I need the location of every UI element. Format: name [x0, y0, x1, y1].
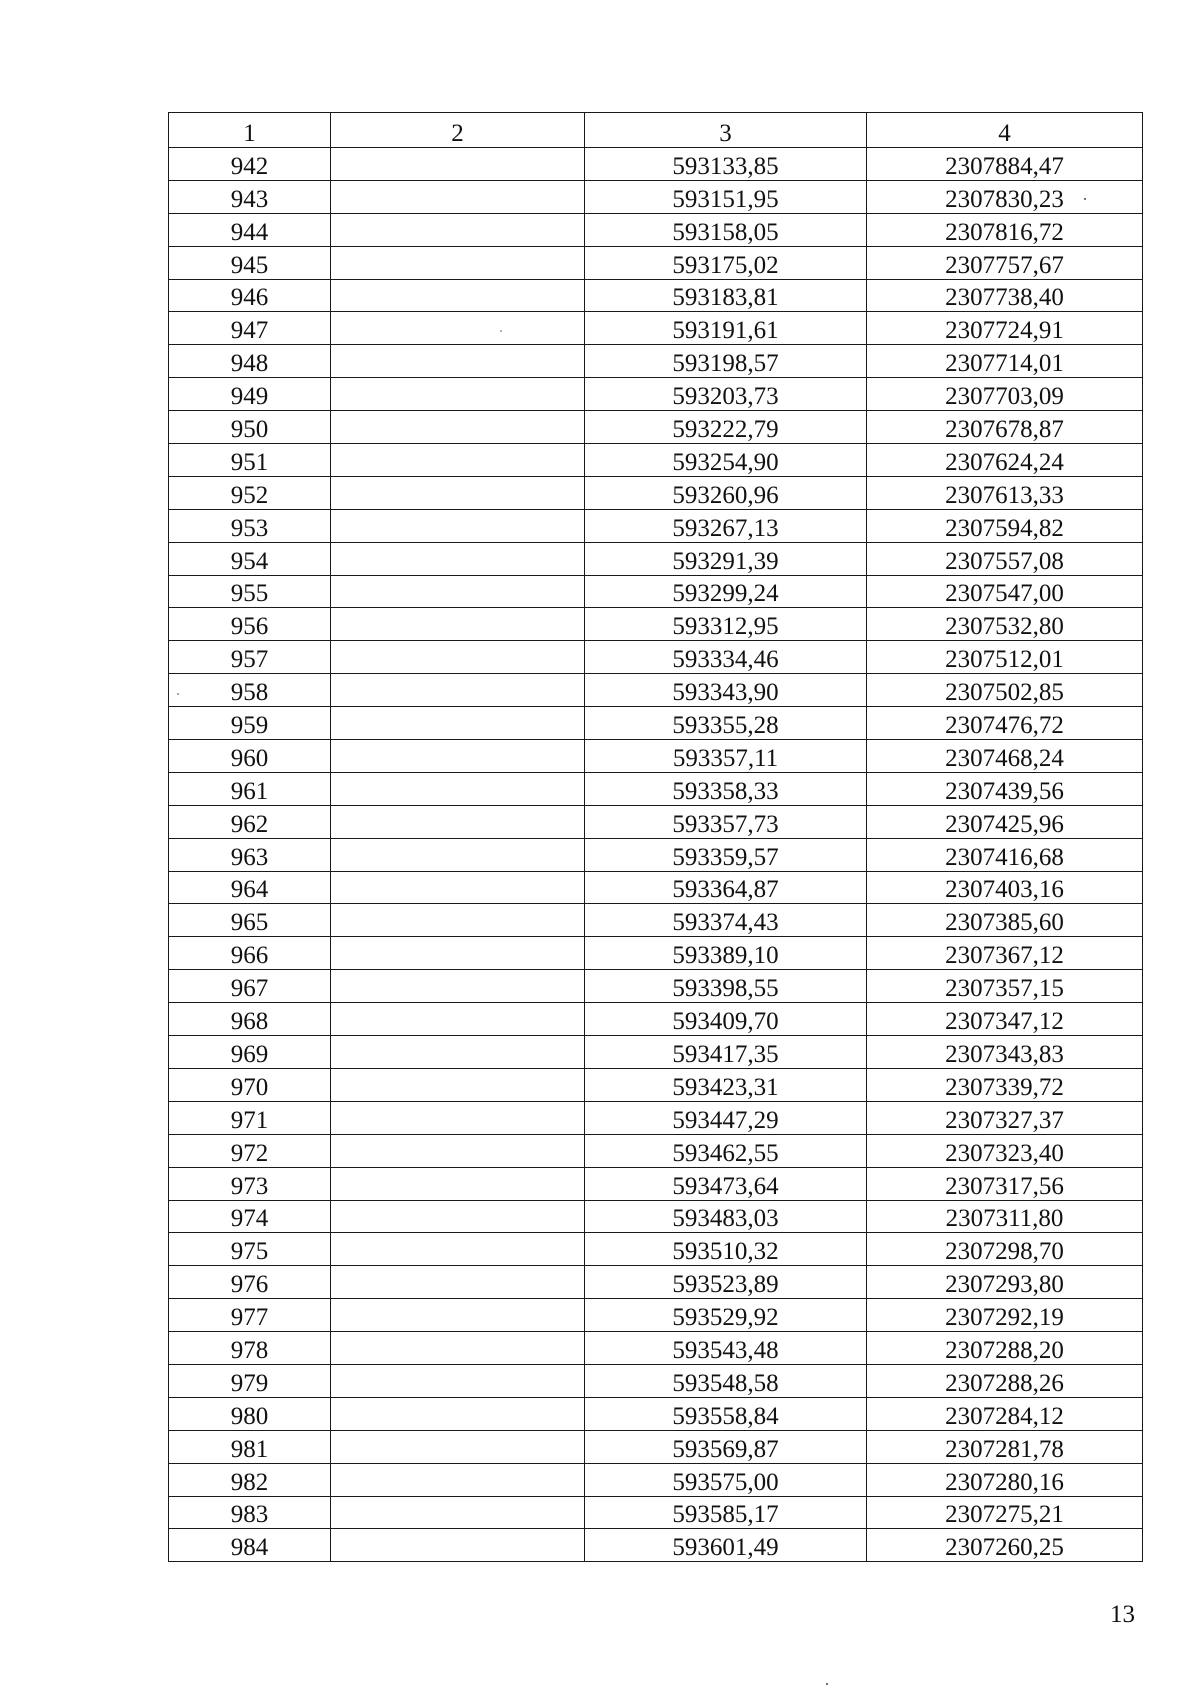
- cell-y-coordinate: 2307275,21: [867, 1496, 1143, 1529]
- cell-col2: [331, 1529, 585, 1562]
- cell-point-number: 962: [169, 805, 331, 838]
- table-row: [169, 444, 1143, 477]
- cell-x-coordinate: 593364,87: [585, 871, 867, 904]
- cell-x-coordinate: 593423,31: [585, 1068, 867, 1101]
- cell-col2: [331, 1299, 585, 1332]
- cell-point-number: 950: [169, 411, 331, 444]
- cell-point-number: 957: [169, 641, 331, 674]
- cell-x-coordinate: 593343,90: [585, 674, 867, 707]
- table-row: [169, 476, 1143, 509]
- table-row: [169, 1200, 1143, 1233]
- cell-col2: [331, 707, 585, 740]
- table-row: [169, 148, 1143, 181]
- table-row: [169, 805, 1143, 838]
- cell-y-coordinate: 2307439,56: [867, 772, 1143, 805]
- cell-col2: [331, 772, 585, 805]
- cell-point-number: 947: [169, 312, 331, 345]
- table-row: [169, 1332, 1143, 1365]
- cell-col2: [331, 1167, 585, 1200]
- cell-y-coordinate: 2307724,91: [867, 312, 1143, 345]
- cell-point-number: 982: [169, 1463, 331, 1496]
- cell-x-coordinate: 593575,00: [585, 1463, 867, 1496]
- cell-x-coordinate: 593510,32: [585, 1233, 867, 1266]
- table-row: [169, 1364, 1143, 1397]
- cell-y-coordinate: 2307260,25: [867, 1529, 1143, 1562]
- scan-speck: [826, 1683, 828, 1685]
- cell-y-coordinate: 2307512,01: [867, 641, 1143, 674]
- cell-point-number: 983: [169, 1496, 331, 1529]
- cell-point-number: 944: [169, 213, 331, 246]
- cell-x-coordinate: 593312,95: [585, 608, 867, 641]
- table-row: [169, 1529, 1143, 1562]
- cell-y-coordinate: 2307416,68: [867, 838, 1143, 871]
- table-row: [169, 1397, 1143, 1430]
- cell-point-number: 958: [169, 674, 331, 707]
- cell-y-coordinate: 2307532,80: [867, 608, 1143, 641]
- header-cell-col4: 4: [867, 113, 1143, 148]
- cell-col2: [331, 1463, 585, 1496]
- cell-x-coordinate: 593473,64: [585, 1167, 867, 1200]
- cell-point-number: 942: [169, 148, 331, 181]
- cell-y-coordinate: 2307594,82: [867, 509, 1143, 542]
- table-row: [169, 1068, 1143, 1101]
- cell-y-coordinate: 2307343,83: [867, 1036, 1143, 1069]
- cell-point-number: 970: [169, 1068, 331, 1101]
- cell-x-coordinate: 593447,29: [585, 1101, 867, 1134]
- cell-point-number: 977: [169, 1299, 331, 1332]
- cell-x-coordinate: 593260,96: [585, 476, 867, 509]
- cell-x-coordinate: 593198,57: [585, 345, 867, 378]
- table-row: [169, 180, 1143, 213]
- cell-point-number: 967: [169, 970, 331, 1003]
- cell-point-number: 952: [169, 476, 331, 509]
- table-row: [169, 1463, 1143, 1496]
- cell-col2: [331, 871, 585, 904]
- cell-point-number: 956: [169, 608, 331, 641]
- cell-point-number: 980: [169, 1397, 331, 1430]
- cell-col2: [331, 740, 585, 773]
- cell-point-number: 946: [169, 279, 331, 312]
- cell-col2: [331, 542, 585, 575]
- cell-col2: [331, 674, 585, 707]
- cell-point-number: 955: [169, 575, 331, 608]
- cell-col2: [331, 213, 585, 246]
- cell-col2: [331, 509, 585, 542]
- cell-col2: [331, 148, 585, 181]
- cell-col2: [331, 312, 585, 345]
- cell-y-coordinate: 2307547,00: [867, 575, 1143, 608]
- cell-col2: [331, 805, 585, 838]
- cell-point-number: 979: [169, 1364, 331, 1397]
- header-row: [169, 113, 1143, 148]
- cell-col2: [331, 1332, 585, 1365]
- table-row: [169, 542, 1143, 575]
- cell-col2: [331, 1134, 585, 1167]
- cell-point-number: 948: [169, 345, 331, 378]
- table-row: [169, 1003, 1143, 1036]
- cell-x-coordinate: 593374,43: [585, 904, 867, 937]
- table-row: [169, 608, 1143, 641]
- cell-col2: [331, 575, 585, 608]
- cell-col2: [331, 1364, 585, 1397]
- table-header: [169, 113, 1143, 148]
- header-cell-col1: 1: [169, 113, 331, 148]
- table-row: [169, 509, 1143, 542]
- cell-col2: [331, 970, 585, 1003]
- cell-point-number: 954: [169, 542, 331, 575]
- cell-x-coordinate: 593151,95: [585, 180, 867, 213]
- cell-x-coordinate: 593523,89: [585, 1266, 867, 1299]
- table-row: [169, 1430, 1143, 1463]
- scan-speck: [1084, 198, 1086, 200]
- cell-y-coordinate: 2307323,40: [867, 1134, 1143, 1167]
- cell-col2: [331, 279, 585, 312]
- table-row: [169, 246, 1143, 279]
- cell-y-coordinate: 2307816,72: [867, 213, 1143, 246]
- cell-x-coordinate: 593158,05: [585, 213, 867, 246]
- table-row: [169, 411, 1143, 444]
- table-row: [169, 641, 1143, 674]
- cell-col2: [331, 1200, 585, 1233]
- cell-col2: [331, 838, 585, 871]
- page-number: 13: [1110, 1601, 1135, 1628]
- cell-x-coordinate: 593357,11: [585, 740, 867, 773]
- table-row: [169, 1496, 1143, 1529]
- cell-x-coordinate: 593543,48: [585, 1332, 867, 1365]
- table-row: [169, 838, 1143, 871]
- table-row: [169, 1299, 1143, 1332]
- cell-y-coordinate: 2307367,12: [867, 937, 1143, 970]
- cell-y-coordinate: 2307425,96: [867, 805, 1143, 838]
- table-row: [169, 1167, 1143, 1200]
- cell-y-coordinate: 2307327,37: [867, 1101, 1143, 1134]
- cell-point-number: 973: [169, 1167, 331, 1200]
- cell-y-coordinate: 2307385,60: [867, 904, 1143, 937]
- cell-col2: [331, 411, 585, 444]
- table-row: [169, 937, 1143, 970]
- cell-x-coordinate: 593558,84: [585, 1397, 867, 1430]
- table-row: [169, 345, 1143, 378]
- cell-point-number: 959: [169, 707, 331, 740]
- cell-col2: [331, 1496, 585, 1529]
- cell-y-coordinate: 2307830,23: [867, 180, 1143, 213]
- cell-x-coordinate: 593569,87: [585, 1430, 867, 1463]
- cell-y-coordinate: 2307288,26: [867, 1364, 1143, 1397]
- cell-y-coordinate: 2307298,70: [867, 1233, 1143, 1266]
- cell-x-coordinate: 593483,03: [585, 1200, 867, 1233]
- cell-x-coordinate: 593133,85: [585, 148, 867, 181]
- cell-col2: [331, 1036, 585, 1069]
- table-row: [169, 904, 1143, 937]
- cell-point-number: 945: [169, 246, 331, 279]
- scan-speck: [500, 330, 502, 332]
- cell-col2: [331, 904, 585, 937]
- cell-y-coordinate: 2307468,24: [867, 740, 1143, 773]
- cell-x-coordinate: 593183,81: [585, 279, 867, 312]
- cell-col2: [331, 608, 585, 641]
- cell-x-coordinate: 593389,10: [585, 937, 867, 970]
- table-row: [169, 1134, 1143, 1167]
- cell-x-coordinate: 593601,49: [585, 1529, 867, 1562]
- cell-point-number: 978: [169, 1332, 331, 1365]
- table-row: [169, 213, 1143, 246]
- cell-y-coordinate: 2307624,24: [867, 444, 1143, 477]
- cell-point-number: 961: [169, 772, 331, 805]
- table-row: [169, 378, 1143, 411]
- cell-y-coordinate: 2307339,72: [867, 1068, 1143, 1101]
- scan-speck: [177, 693, 179, 695]
- table-row: [169, 1266, 1143, 1299]
- cell-x-coordinate: 593175,02: [585, 246, 867, 279]
- cell-y-coordinate: 2307703,09: [867, 378, 1143, 411]
- cell-point-number: 969: [169, 1036, 331, 1069]
- cell-y-coordinate: 2307292,19: [867, 1299, 1143, 1332]
- cell-y-coordinate: 2307557,08: [867, 542, 1143, 575]
- cell-point-number: 976: [169, 1266, 331, 1299]
- cell-y-coordinate: 2307678,87: [867, 411, 1143, 444]
- table-row: [169, 1233, 1143, 1266]
- cell-y-coordinate: 2307288,20: [867, 1332, 1143, 1365]
- coordinates-table: [168, 112, 1143, 1562]
- cell-x-coordinate: 593359,57: [585, 838, 867, 871]
- cell-x-coordinate: 593417,35: [585, 1036, 867, 1069]
- cell-col2: [331, 1266, 585, 1299]
- cell-col2: [331, 1430, 585, 1463]
- cell-col2: [331, 476, 585, 509]
- cell-point-number: 943: [169, 180, 331, 213]
- cell-y-coordinate: 2307311,80: [867, 1200, 1143, 1233]
- cell-point-number: 975: [169, 1233, 331, 1266]
- cell-point-number: 963: [169, 838, 331, 871]
- cell-x-coordinate: 593585,17: [585, 1496, 867, 1529]
- cell-col2: [331, 444, 585, 477]
- cell-point-number: 953: [169, 509, 331, 542]
- table-row: [169, 1036, 1143, 1069]
- cell-y-coordinate: 2307403,16: [867, 871, 1143, 904]
- cell-x-coordinate: 593334,46: [585, 641, 867, 674]
- table-body: [169, 148, 1143, 1562]
- cell-x-coordinate: 593267,13: [585, 509, 867, 542]
- header-cell-col2: 2: [331, 113, 585, 148]
- table-row: [169, 772, 1143, 805]
- cell-x-coordinate: 593355,28: [585, 707, 867, 740]
- cell-col2: [331, 246, 585, 279]
- cell-y-coordinate: 2307284,12: [867, 1397, 1143, 1430]
- cell-point-number: 972: [169, 1134, 331, 1167]
- cell-col2: [331, 937, 585, 970]
- cell-point-number: 966: [169, 937, 331, 970]
- cell-col2: [331, 1068, 585, 1101]
- cell-y-coordinate: 2307757,67: [867, 246, 1143, 279]
- cell-point-number: 984: [169, 1529, 331, 1562]
- cell-col2: [331, 1233, 585, 1266]
- cell-col2: [331, 1397, 585, 1430]
- table-row: [169, 707, 1143, 740]
- header-cell-col3: 3: [585, 113, 867, 148]
- cell-point-number: 971: [169, 1101, 331, 1134]
- table-row: [169, 279, 1143, 312]
- cell-point-number: 974: [169, 1200, 331, 1233]
- cell-col2: [331, 641, 585, 674]
- cell-col2: [331, 378, 585, 411]
- table-row: [169, 740, 1143, 773]
- cell-y-coordinate: 2307502,85: [867, 674, 1143, 707]
- cell-x-coordinate: 593191,61: [585, 312, 867, 345]
- cell-y-coordinate: 2307347,12: [867, 1003, 1143, 1036]
- cell-x-coordinate: 593462,55: [585, 1134, 867, 1167]
- table-row: [169, 1101, 1143, 1134]
- cell-x-coordinate: 593529,92: [585, 1299, 867, 1332]
- cell-x-coordinate: 593358,33: [585, 772, 867, 805]
- cell-point-number: 964: [169, 871, 331, 904]
- cell-y-coordinate: 2307293,80: [867, 1266, 1143, 1299]
- cell-x-coordinate: 593357,73: [585, 805, 867, 838]
- cell-col2: [331, 1003, 585, 1036]
- table-row: [169, 970, 1143, 1003]
- cell-point-number: 965: [169, 904, 331, 937]
- cell-point-number: 949: [169, 378, 331, 411]
- table-row: [169, 575, 1143, 608]
- cell-y-coordinate: 2307476,72: [867, 707, 1143, 740]
- cell-y-coordinate: 2307738,40: [867, 279, 1143, 312]
- cell-col2: [331, 1101, 585, 1134]
- cell-y-coordinate: 2307280,16: [867, 1463, 1143, 1496]
- table-row: [169, 312, 1143, 345]
- cell-point-number: 951: [169, 444, 331, 477]
- cell-y-coordinate: 2307613,33: [867, 476, 1143, 509]
- cell-x-coordinate: 593299,24: [585, 575, 867, 608]
- cell-x-coordinate: 593291,39: [585, 542, 867, 575]
- table-row: [169, 674, 1143, 707]
- cell-y-coordinate: 2307884,47: [867, 148, 1143, 181]
- cell-x-coordinate: 593548,58: [585, 1364, 867, 1397]
- table-row: [169, 871, 1143, 904]
- cell-point-number: 981: [169, 1430, 331, 1463]
- cell-x-coordinate: 593203,73: [585, 378, 867, 411]
- cell-y-coordinate: 2307357,15: [867, 970, 1143, 1003]
- cell-x-coordinate: 593409,70: [585, 1003, 867, 1036]
- cell-y-coordinate: 2307714,01: [867, 345, 1143, 378]
- cell-x-coordinate: 593398,55: [585, 970, 867, 1003]
- cell-x-coordinate: 593254,90: [585, 444, 867, 477]
- cell-y-coordinate: 2307281,78: [867, 1430, 1143, 1463]
- cell-x-coordinate: 593222,79: [585, 411, 867, 444]
- cell-col2: [331, 345, 585, 378]
- cell-col2: [331, 180, 585, 213]
- cell-point-number: 968: [169, 1003, 331, 1036]
- cell-point-number: 960: [169, 740, 331, 773]
- cell-y-coordinate: 2307317,56: [867, 1167, 1143, 1200]
